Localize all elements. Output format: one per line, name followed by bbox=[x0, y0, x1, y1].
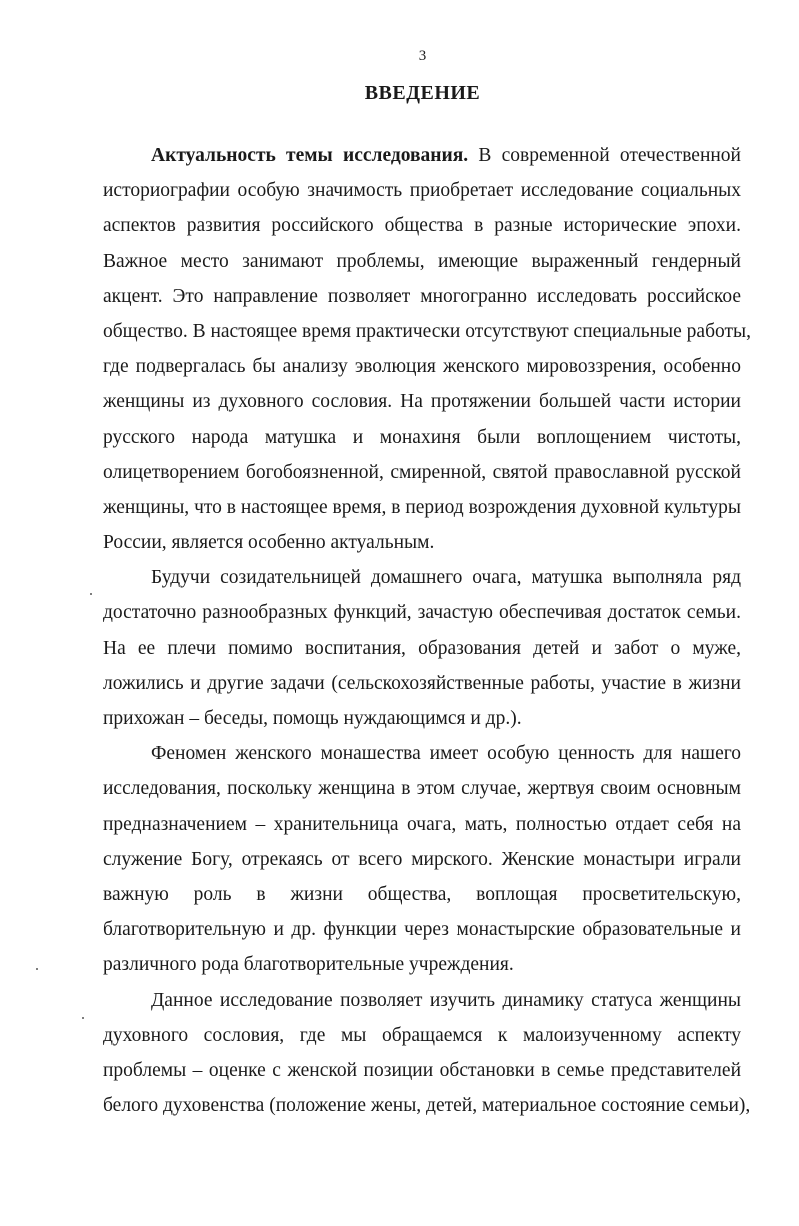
paragraph-line: аспектов развития российского общества в разные исторические эпохи. bbox=[103, 215, 741, 237]
paragraph-line: исследования, поскольку женщина в этом случае, жертвуя своим основным bbox=[103, 778, 741, 800]
paragraph-line: благотворительную и др. функции через монастырские образовательные и bbox=[103, 919, 741, 941]
paragraph-line: предназначением – хранительница очага, мать, полностью отдает себя на bbox=[103, 813, 741, 835]
scan-speck bbox=[36, 968, 38, 970]
paragraph-line: духовного сословия, где мы обращаемся к малоизученному аспекту bbox=[103, 1024, 741, 1046]
paragraph-line: русского народа матушка и монахиня были воплощением чистоты, bbox=[103, 426, 741, 448]
paragraph-line: историографии особую значимость приобретает исследование социальных bbox=[103, 180, 741, 202]
paragraph-line: женщины, что в настоящее время, в период возрождения духовной культуры bbox=[103, 496, 741, 518]
paragraph-line: России, является особенно актуальным. bbox=[103, 532, 435, 554]
paragraph-line: важную роль в жизни общества, воплощая просветительскую, bbox=[103, 883, 741, 905]
paragraph-line: достаточно разнообразных функций, зачастую обеспечивая достаток семьи. bbox=[103, 602, 741, 624]
section-heading: ВВЕДЕНИЕ bbox=[364, 82, 481, 104]
paragraph-line: различного рода благотворительные учреждения. bbox=[103, 954, 514, 976]
paragraph-line: На ее плечи помимо воспитания, образования детей и забот о муже, bbox=[103, 637, 741, 659]
scan-speck bbox=[90, 593, 92, 595]
paragraph-line: проблемы – оценке с женской позиции обстановки в семье представителей bbox=[103, 1059, 741, 1081]
paragraph-line: общество. В настоящее время практически отсутствуют специальные работы, bbox=[103, 320, 752, 342]
page-number: 3 bbox=[418, 48, 427, 64]
paragraph-line: ложились и другие задачи (сельскохозяйственные работы, участие в жизни bbox=[103, 672, 741, 694]
paragraph-line: где подвергалась бы анализу эволюция женского мировоззрения, особенно bbox=[103, 356, 741, 378]
body-text bbox=[103, 138, 752, 1123]
paragraph-line: Феномен женского монашества имеет особую ценность для нашего bbox=[151, 743, 741, 765]
paragraph-line: Будучи созидательницей домашнего очага, матушка выполняла ряд bbox=[151, 567, 741, 589]
paragraph-line: служение Богу, отрекаясь от всего мирского. Женские монастыри играли bbox=[103, 848, 741, 870]
paragraph-line: прихожан – беседы, помощь нуждающимся и др.). bbox=[103, 708, 522, 729]
paragraph-line: акцент. Это направление позволяет многогранно исследовать российское bbox=[103, 285, 741, 307]
paragraph-line: Важное место занимают проблемы, имеющие выраженный гендерный bbox=[103, 250, 741, 272]
paragraph-lead: Актуальность темы исследования. bbox=[151, 145, 469, 166]
paragraph-line: женщины из духовного сословия. На протяжении большей части истории bbox=[103, 391, 741, 413]
paragraph-line: олицетворением богобоязненной, смиренной, святой православной русской bbox=[103, 461, 741, 483]
paragraph-line: белого духовенства (положение жены, детей, материальное состояние семьи), bbox=[103, 1095, 751, 1117]
paragraph-line bbox=[103, 138, 741, 173]
scan-speck bbox=[82, 1017, 84, 1019]
line-text: В современной отечественной bbox=[468, 145, 741, 166]
paragraph-line: Данное исследование позволяет изучить динамику статуса женщины bbox=[151, 989, 741, 1011]
